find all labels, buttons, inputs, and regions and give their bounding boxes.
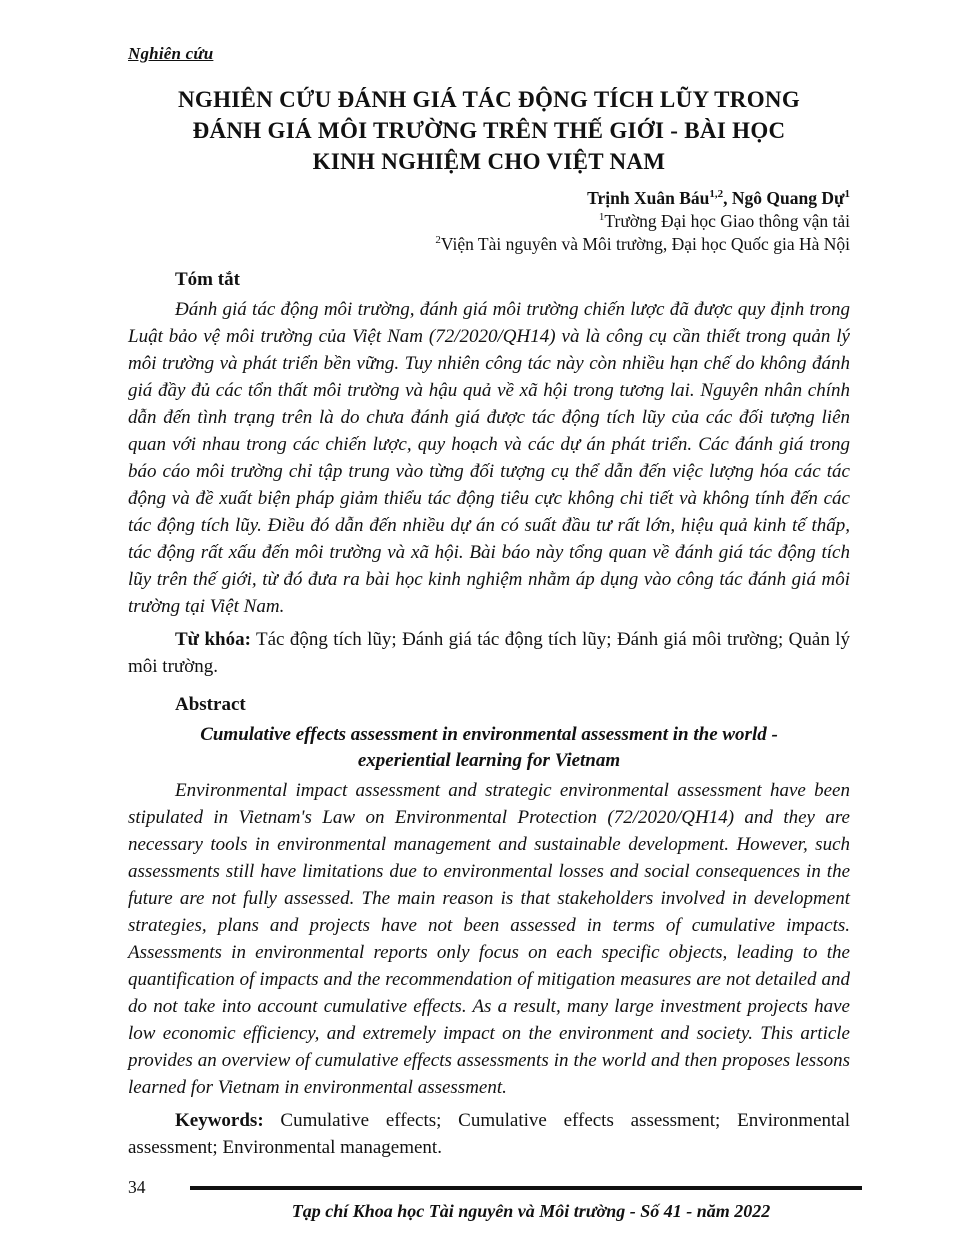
- author-affil-marker: 1: [844, 188, 850, 201]
- abstract-vi-heading: Tóm tắt: [175, 269, 240, 290]
- keywords-en-label: Keywords:: [175, 1110, 264, 1131]
- keywords-vi-label: Từ khóa:: [175, 629, 251, 650]
- page-footer: [128, 1176, 862, 1223]
- abstract-vi-body: Đánh giá tác động môi trường, đánh giá môi trường chiến lược đã được quy định trong Luật bảo vệ môi trường của Việt Nam (72/2020/QH14) và là công cụ cần thiết trong quản lý môi trường và phát triển bền vững. Tuy nhiên công tác này còn nhiều hạn chế do không đánh giá đầy đủ các tổn thất môi trường và hậu quả về xã hội trong tương lai. Nguyên nhân chính dẫn đến tình trạng trên là do chưa đánh giá được tác động tích lũy của các đối tượng liên quan với nhau trong các chiến lược, quy hoạch và các dự án phát triển. Các đánh giá trong báo cáo môi trường chỉ tập trung vào từng đối tượng cụ thể dẫn đến việc lượng hóa các tác động và đề xuất biện pháp giảm thiểu tác động tiêu cực không chi tiết và không tính đến các tác động tích lũy. Điều đó dẫn đến nhiều dự án có suất đầu tư rất lớn, hiệu quả kinh tế thấp, tác động rất xấu đến môi trường và xã hội. Bài báo này tổng quan về đánh giá tác động tích lũy trên thế giới, từ đó đưa ra bài học kinh nghiệm nhằm áp dụng vào công tác đánh giá môi trường tại Việt Nam.: [128, 299, 850, 617]
- subtitle-line: experiential learning for Vietnam: [357, 750, 621, 771]
- keywords-en-text: Cumulative effects; Cumulative effects assessment; Environmental assessment; Environmental management.: [128, 1110, 850, 1158]
- footer-rule-row: [128, 1176, 862, 1198]
- footer-rule: [190, 1186, 863, 1190]
- footer-journal-line: Tạp chí Khoa học Tài nguyên và Môi trường - Số 41 - năm 2022: [291, 1201, 771, 1221]
- abstract-en-subtitle: [128, 722, 850, 774]
- keywords-vi-text: Tác động tích lũy; Đánh giá tác động tích lũy; Đánh giá môi trường; Quản lý môi trường.: [128, 629, 850, 677]
- affiliation-marker: 1: [598, 211, 605, 224]
- author-separator: ,: [723, 188, 732, 208]
- affiliation-text: Trường Đại học Giao thông vận tải: [604, 211, 850, 231]
- keywords-vi: [128, 626, 850, 680]
- title-line: NGHIÊN CỨU ĐÁNH GIÁ TÁC ĐỘNG TÍCH LŨY TRONG: [177, 87, 801, 112]
- abstract-en-heading: Abstract: [175, 694, 246, 715]
- author-affil-marker: 1,2: [709, 188, 724, 201]
- affiliation-marker: 2: [435, 233, 441, 246]
- author-name: Trịnh Xuân Báu: [587, 188, 710, 208]
- page-number: 34: [128, 1177, 146, 1197]
- article-title: [128, 84, 850, 177]
- page-content: [128, 44, 850, 1161]
- author-name: Ngô Quang Dự: [731, 188, 845, 208]
- keywords-en: [128, 1107, 850, 1161]
- title-line: KINH NGHIỆM CHO VIỆT NAM: [312, 149, 666, 174]
- affiliation-text: Viện Tài nguyên và Môi trường, Đại học Quốc gia Hà Nội: [440, 233, 850, 254]
- affiliation-line: [128, 233, 850, 256]
- abstract-en-body: Environmental impact assessment and strategic environmental assessment have been stipulated in Vietnam's Law on Environmental Protection (72/2020/QH14) and they are necessary tools in environmental management and sustainable development. However, such assessments still have limitations due to environmental losses and social consequences in the future are not fully assessed. The main reason is that stakeholders involved in development strategies, plans and projects have not been assessed in terms of cumulative impacts. Assessments in environmental reports only focus on each specific objects, leading to the quantification of impacts and the recommendation of mitigation measures are not detailed and do not take into account cumulative effects. As a result, many large investment projects have low economic efficiency, and extremely impact on the environment and society. This article provides an overview of cumulative effects assessments in the world and then proposes lessons learned for Vietnam in environmental assessment.: [128, 780, 850, 1098]
- subtitle-line: Cumulative effects assessment in environmental assessment in the world -: [200, 724, 778, 745]
- author-line: [128, 187, 850, 210]
- affiliation-line: [128, 210, 850, 233]
- running-head: Nghiên cứu: [128, 44, 214, 63]
- title-line: ĐÁNH GIÁ MÔI TRƯỜNG TRÊN THẾ GIỚI - BÀI HỌC: [192, 118, 786, 143]
